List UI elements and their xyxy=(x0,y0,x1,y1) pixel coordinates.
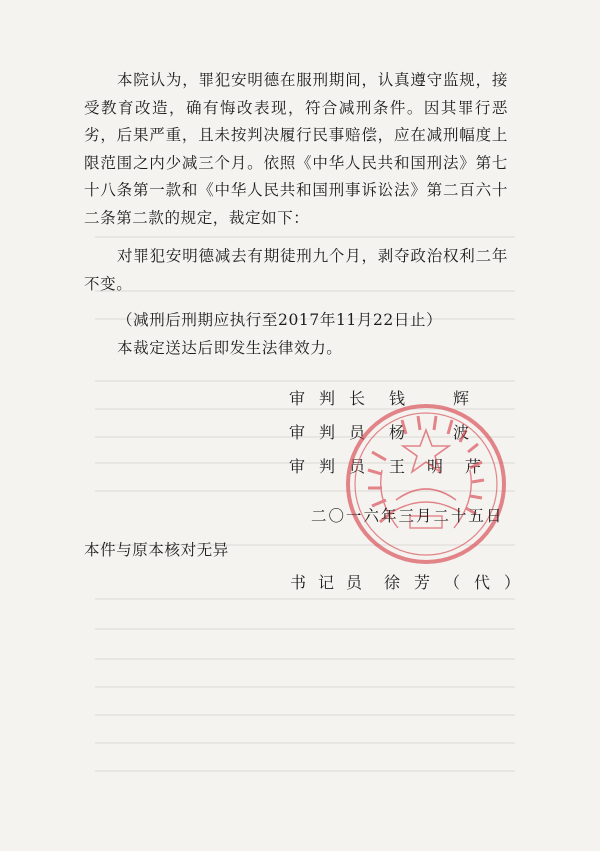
signature-role: 审判长 xyxy=(289,389,380,408)
ruling-decision-paragraph: 对罪犯安明德减去有期徒刑九个月，剥夺政治权利二年不变。 xyxy=(84,247,508,293)
signature-name: 钱辉 xyxy=(389,389,518,408)
clerk-role: 书记员 xyxy=(290,573,375,592)
sentence-note: （减刑后刑期应执行至2017年11月22日止） xyxy=(117,311,443,329)
clerk-signature xyxy=(290,570,534,593)
ruling-date: 二〇一六年三月二十五日 xyxy=(311,507,504,525)
ruling-reasoning-paragraph: 本院认为，罪犯安明德在服刑期间，认真遵守监规，接受教育改造，确有悔改表现，符合减刑条件。因其罪行恶劣，后果严重，且未按判决履行民事赔偿，应在减刑幅度上限范围之内少减三个月。依照《中华人民共和国刑法》第七十八条第一款和《中华人民共和国刑事诉讼法》第二百六十二条第二款的规定，裁定如下： xyxy=(84,71,508,227)
verification-stamp-text: 本件与原本核对无异 xyxy=(84,541,229,559)
clerk-name: 徐芳（代） xyxy=(384,573,535,592)
effect-statement: 本裁定送达后即发生法律效力。 xyxy=(117,339,343,357)
signature-role: 审判员 xyxy=(289,423,380,442)
court-seal xyxy=(342,400,510,568)
signature-role: 审判员 xyxy=(289,457,380,476)
signature-name: 王明芹 xyxy=(389,457,504,476)
signature-name: 杨波 xyxy=(389,423,518,442)
